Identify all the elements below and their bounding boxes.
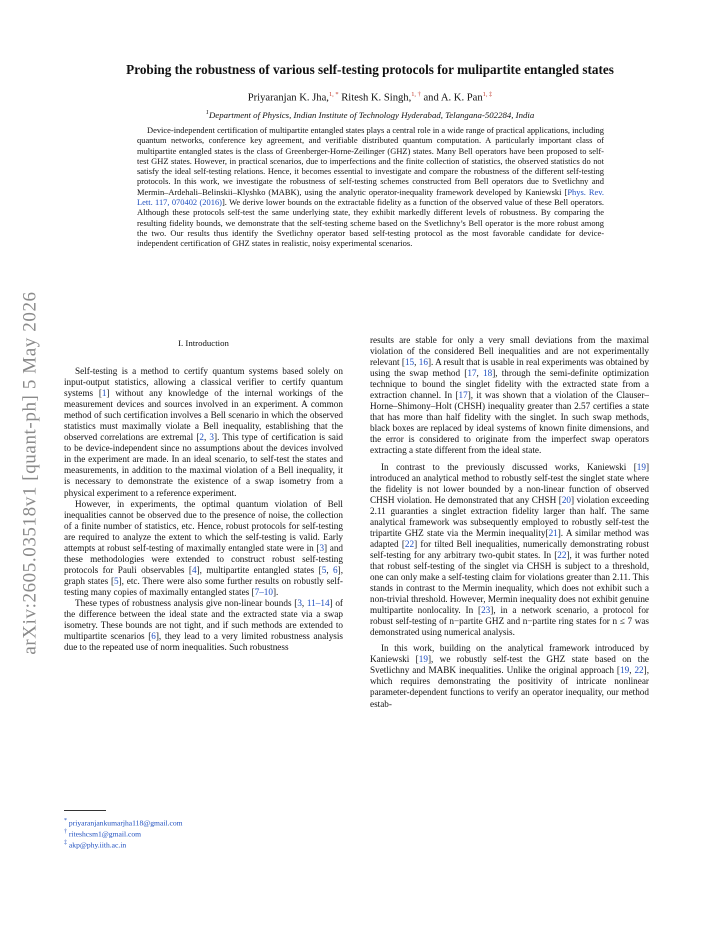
abstract-text: Device-independent certification of multipartite entangled states plays a central role in a wide range of practical applications, including quantum networks, conference key agreement, and verifiable distributed quantum computation. A particularly important class of multipartite entangled states is the class of Greenberger-Horne-Zeilinger (GHZ) states. Many Bell operators have been proposed to self-test GHZ states. However, in practical scenarios, due to imperfections and the finite collection of statistics, the observed statistics do not satisfy the ideal self-testing relations. Hence, it becomes essential to investigate and compare the robustness of the different self-testing protocols. In this work, we investigate the robustness of self-testing schemes constructed from Bell operators due to Svetlichny and Mermin–Ardehali–Belinskii–Klyshko (MABK), using the analytic operator-inequality framework developed by Kaniewski [ bbox=[137, 125, 604, 197]
author-name: Ritesh K. Singh, bbox=[341, 92, 412, 104]
footnote-email[interactable]: * priyaranjankumarjha118@gmail.com bbox=[64, 818, 183, 828]
citation-link[interactable]: 21 bbox=[548, 527, 558, 538]
citation-link[interactable]: 4 bbox=[191, 564, 197, 575]
citation-link[interactable]: 1 bbox=[101, 388, 107, 399]
citation-link[interactable]: 17 bbox=[467, 368, 477, 379]
abstract bbox=[137, 125, 604, 249]
citation-link[interactable]: 22 bbox=[557, 549, 567, 560]
citation-link[interactable]: 5 bbox=[114, 575, 119, 586]
abstract-reference-link[interactable]: Phys. Rev. Lett. 117, 070402 (2016) bbox=[137, 186, 604, 208]
citation-link[interactable]: 22 bbox=[404, 538, 415, 549]
citation-link[interactable]: 11–14 bbox=[306, 597, 330, 608]
citation-link[interactable]: 3 bbox=[319, 542, 325, 553]
author-mark[interactable]: 1, † bbox=[411, 91, 421, 98]
citation-link[interactable]: 2 bbox=[199, 432, 204, 443]
left-column bbox=[64, 366, 343, 653]
arxiv-stamp bbox=[8, 238, 54, 708]
right-column bbox=[370, 335, 649, 710]
author-conjunction: and bbox=[423, 92, 439, 104]
citation-link[interactable]: 23 bbox=[481, 605, 491, 616]
citation-link[interactable]: 6 bbox=[151, 631, 156, 642]
citation-link[interactable]: 19 bbox=[620, 665, 630, 676]
author-mark[interactable]: 1, ‡ bbox=[482, 91, 493, 98]
section-heading: I. Introduction bbox=[178, 338, 229, 348]
affiliation-text: Department of Physics, Indian Institute of Technology Hyderabad, Telangana-502284, India bbox=[208, 109, 535, 120]
citation-link[interactable]: 17 bbox=[458, 390, 468, 401]
citation-link[interactable]: 3 bbox=[209, 432, 215, 443]
author-mark[interactable]: 1, * bbox=[328, 91, 339, 98]
affiliation-mark: 1 bbox=[205, 109, 209, 116]
citation-link[interactable]: 19 bbox=[418, 654, 428, 665]
citation-link[interactable]: 16 bbox=[418, 357, 428, 368]
paper-title: Probing the robustness of various self-testing protocols for mulipartite entangled states bbox=[126, 62, 614, 77]
author-name: A. K. Pan bbox=[440, 92, 483, 104]
citation-link[interactable]: 7–10 bbox=[254, 586, 273, 597]
citation-link[interactable]: 20 bbox=[561, 494, 572, 505]
author-name: Priyaranjan K. Jha, bbox=[247, 92, 329, 104]
arxiv-id: arXiv:2605.03518v1 [quant-ph] 5 May 2026 bbox=[20, 291, 41, 655]
paragraph: In contrast to the previously discussed works, Kaniewski [19] introduced an analytical method to robustly self-test the singlet state where the fidelity is not lower bounded by a non-linear function of observed CHSH violation. He demonstrated that any CHSH [20] violation exceeding 2.11 guaranties a singlet extraction fidelity larger than half. The same analytical framework was subsequently employed to robustly self-test the tripartite GHZ state via the Mermin inequality[21]. A similar method was adapted [22] for tilted Bell inequalities, numerically demonstrating robust self-testing for any arbitrary two-qubit states. In [22], it was further noted that robust self-testing of the singlet via CHSH is subject to a threshold, one can only make a self-testing claim for violations greater than 2.11. This stands in contrast to the Mermin inequality, which does not exhibit such a non-trivial threshold. However, Mermin inequality does not exhibit genuine multipartite nonlocality. In [23], in a network scenario, a protocol for robust self-testing of n−partite GHZ and n−partite ring states for n ≤ 7 was demonstrated using numerical analysis. bbox=[370, 461, 649, 638]
affiliation bbox=[60, 109, 680, 120]
footnote-email[interactable]: † riteshcsm1@gmail.com bbox=[64, 829, 142, 839]
paragraph: results are stable for only a very small deviations from the maximal violation of the considered Bell inequalities and are not experimentally relevant [15, 16]. A result that is usable in real experiments was obtained by using the swap method [17, 18], through the semi-definite optimization technique to bound the singlet fidelity with the extracted state from a extraction channel. In [17], it was shown that a violation of the Clauser–Horne–Shimony–Holt (CHSH) inequality greater than 2.57 certifies a state that has more than half fidelity with the singlet. In such swap methods, black boxes are replaced by ideal systems of known finite dimensions, and the error is considered to originate from the imperfect swap operators extracting a state different from the ideal state. bbox=[370, 335, 650, 456]
citation-link[interactable]: 5 bbox=[321, 564, 327, 575]
paragraph: These types of robustness analysis give non-linear bounds [3, 11–14] of the difference between the ideal state and the extracted state via a swap isometry. These bounds are not tight, and if such methods are extended to multipartite scenarios [6], they lead to a very limited robustness analysis due to the repeated use of norm inequalities. Such robustness bbox=[64, 597, 343, 653]
paragraph: However, in experiments, the optimal quantum violation of Bell inequalities cannot be observed due to the presence of noise, the collection of a finite number of statistics, etc. Hence, robust protocols for self-testing are required to analyze the extent to which the self-testing is valid. Early attempts at robust self-testing of maximally entangled state were in [3] and these methodologies were extended to construct robust self-testing protocols for Pauli observables [4], multipartite entangled states [5, 6], graph states [5], etc. There were also some further results on robustly self-testing many copies of maximally entangled states [7–10]. bbox=[64, 498, 344, 597]
footnote-email[interactable]: ‡ akp@phy.iith.ac.in bbox=[64, 840, 127, 850]
author-list bbox=[60, 91, 680, 104]
footnote-rule bbox=[64, 810, 106, 811]
citation-link[interactable]: 22 bbox=[634, 665, 644, 676]
paragraph: In this work, building on the analytical framework introduced by Kaniewski [19], we robustly self-test the GHZ state based on the Svetlichny and MABK inequalities. Unlike the original approach [19, 22], which requires demonstrating the positivity of intricate nonlinear parameter-dependent functions to verify an operator inequality, our method estab- bbox=[370, 643, 649, 709]
paragraph: Self-testing is a method to certify quantum systems based solely on input-output statistics, allowing a classical verifier to certify quantum systems [1] without any knowledge of the internal workings of the measurement devices and sources involved in an experiment. A common method of such certification involves a Bell scenario in which the observed statistics must maximally violate a Bell inequality, establishing that the observed correlations are extremal [2, 3]. This type of certification is said to be device-independent since no assumptions about the devices involved in the experiment are made. In an ideal scenario, to self-test the states and measurements, in addition to the maximal violation of a Bell inequality, it is necessary to demonstrate the existence of a swap isometry from a physical experiment to a reference experiment. bbox=[64, 366, 344, 498]
citation-link[interactable]: 15 bbox=[404, 357, 415, 368]
citation-link[interactable]: 18 bbox=[483, 368, 493, 379]
citation-link[interactable]: 6 bbox=[333, 564, 338, 575]
citation-link[interactable]: 19 bbox=[636, 461, 646, 472]
abstract-text: ]. We derive lower bounds on the extractable fidelity as a function of the observed value of these Bell operators. Although these protocols self-test the same underlying state, they exhibit markedly different levels of robustness. By comparing the resulting fidelity bounds, we demonstrate that the self-testing scheme based on the Svetlichny’s Bell operator is the more robust among the two. Our results thus identify the Svetlichny operator based self-testing protocol as the most favorable candidate for device-independent certification of GHZ states in realistic, noisy experimental scenarios. bbox=[137, 197, 604, 249]
citation-link[interactable]: 3 bbox=[297, 597, 302, 608]
